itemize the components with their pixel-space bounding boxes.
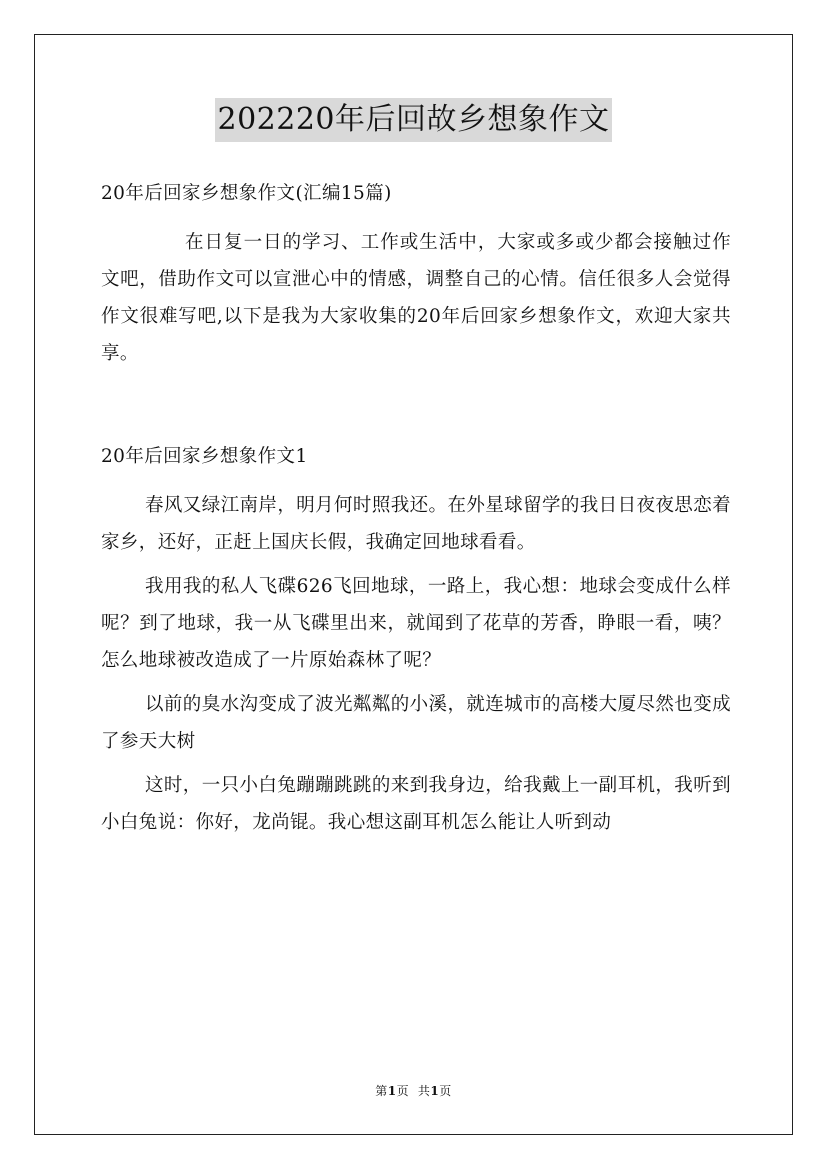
- intro-paragraph: 在日复一日的学习、工作或生活中，大家或多或少都会接触过作文吧，借助作文可以宣泄心中的情感，调整自己的心情。信任很多人会觉得作文很难写吧,以下是我为大家收集的20年后回家乡想象作文，欢迎大家共享。: [101, 232, 731, 364]
- paragraph-1: 春风又绿江南岸，明月何时照我还。在外星球留学的我日日夜夜思恋着家乡，还好，正赶上国庆长假，我确定回地球看看。: [101, 495, 731, 553]
- paragraph-2: 我用我的私人飞碟626飞回地球，一路上，我心想：地球会变成什么样呢？到了地球，我一从飞碟里出来，就闻到了花草的芳香，睁眼一看，咦？怎么地球被改造成了一片原始森林了呢？: [101, 576, 731, 671]
- footer-page-total: 1: [430, 1084, 440, 1098]
- document-title-container: [0, 98, 827, 142]
- page-footer: [0, 1083, 827, 1099]
- document-subtitle: 20年后回家乡想象作文(汇编15篇): [101, 183, 392, 204]
- footer-page-prefix: 第: [375, 1084, 388, 1098]
- footer-page-unit: 页: [396, 1084, 410, 1098]
- document-title: 202220年后回故乡想象作文: [215, 98, 611, 142]
- footer-total-prefix: 共: [417, 1084, 431, 1098]
- paragraph-4: 这时，一只小白兔蹦蹦跳跳的来到我身边，给我戴上一副耳机，我听到小白兔说：你好，龙尚锟。我心想这副耳机怎么能让人听到动: [101, 775, 731, 833]
- footer-page-current: 1: [387, 1084, 397, 1098]
- footer-total-unit: 页: [439, 1084, 452, 1098]
- paragraph-3: 以前的臭水沟变成了波光粼粼的小溪，就连城市的高楼大厦尽然也变成了参天大树: [101, 694, 731, 752]
- section-heading: 20年后回家乡想象作文1: [101, 446, 308, 467]
- document-body: [101, 175, 731, 841]
